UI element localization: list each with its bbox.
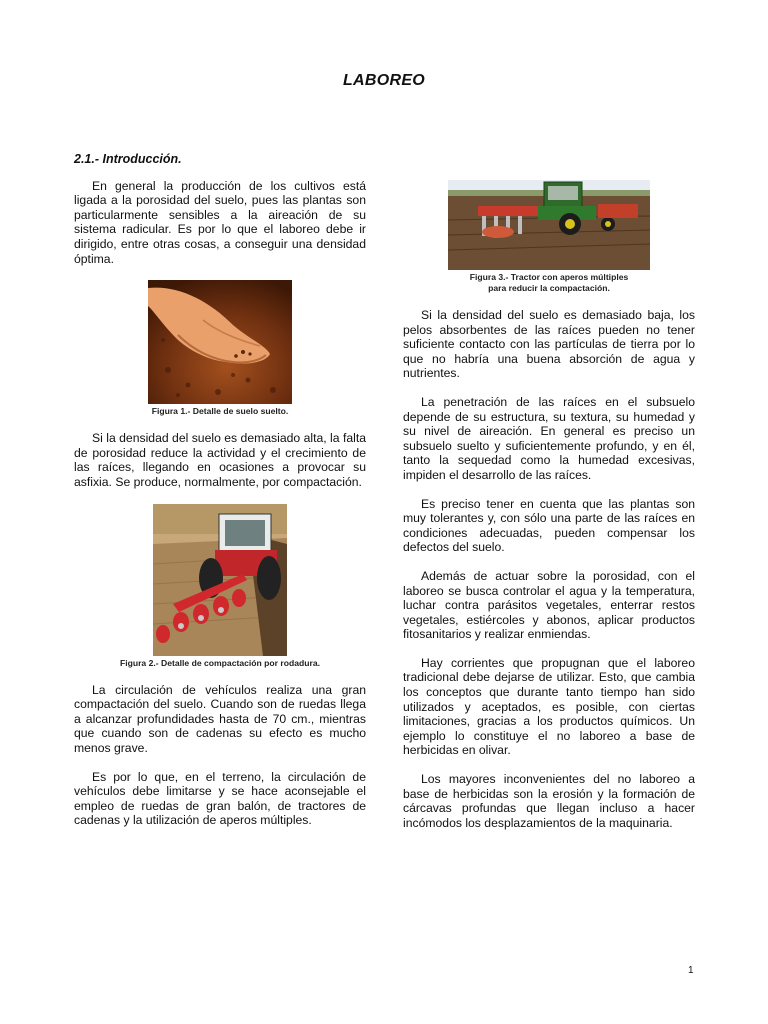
figure-2: [74, 504, 366, 669]
tractor-multiple-implements-photo: [448, 180, 650, 270]
paragraph: Si la densidad del suelo es demasiado alta, la falta de porosidad reduce la actividad y el crecimiento de las raíces, llegando en ocasiones a provocar su asfixia. Se produce, normalmente, por compactación.: [74, 431, 366, 489]
figure-3-caption-line: Figura 3.- Tractor con aperos múltiples: [469, 272, 629, 282]
paragraph: Es por lo que, en el terreno, la circulación de vehículos debe limitarse y se hace aconsejable el empleo de ruedas de gran balón, de tractores de cadenas y la utilización de aperos múltiples.: [74, 769, 366, 828]
paragraph: Hay corrientes que propugnan que el laboreo tradicional debe dejarse de utilizar. Esto, que cambia los conceptos que durante tanto tiempo han sido utilizados y aceptados, es posible, con ciertas limitaciones, gracias a los productos químicos. Un ejemplo lo constituye el no laboreo a base de herbicidas en olivar.: [403, 655, 695, 758]
figure-3-caption-line: para reducir la compactación.: [488, 283, 610, 293]
paragraph: Es preciso tener en cuenta que las plantas son muy tolerantes y, con sólo una parte de las raíces en condiciones adecuadas, pueden compensar los defectos del suelo.: [403, 496, 695, 555]
figure-3: [403, 180, 695, 294]
right-column: [403, 180, 695, 844]
paragraph: La circulación de vehículos realiza una gran compactación del suelo. Cuando son de ruedas llega a alcanzar profundidades hasta de 70 cm., mientras que cuando son de cadenas su efecto es mucho menos grave.: [74, 682, 366, 755]
figure-1: [74, 280, 366, 417]
soil-hand-photo: [148, 280, 292, 404]
paragraph: En general la producción de los cultivos está ligada a la porosidad del suelo, pues las plantas son particularmente sensibles a la aireación de su sistema radicular. Es por lo que el laboreo debe ir dirigido, entre otras cosas, a conseguir una densidad óptima.: [74, 178, 366, 266]
paragraph: Además de actuar sobre la porosidad, con el laboreo se busca controlar el agua y la temperatura, luchar contra parásitos vegetales, enterrar restos vegetales, estiércoles y abonos, aplicar productos fitosanitarios y realizar enmiendas.: [403, 568, 695, 642]
page-title: LABOREO: [342, 72, 426, 89]
paragraph: Si la densidad del suelo es demasiado baja, los pelos absorbentes de las raíces pueden no tener suficiente contacto con las partículas de tierra por lo que no habría una buena absorción de agua y nutrientes.: [403, 308, 695, 381]
paragraph: Los mayores inconvenientes del no laboreo a base de herbicidas son la erosión y la formación de cárcavas profundas que llegan incluso a hacer incómodos los desplazamientos de la maquinaria.: [403, 772, 695, 830]
section-heading: 2.1.- Introducción.: [74, 152, 182, 166]
figure-1-caption: Figura 1.- Detalle de suelo suelto.: [151, 406, 289, 417]
left-column: [74, 150, 366, 842]
tractor-plough-photo: [153, 504, 287, 656]
figure-2-caption: Figura 2.- Detalle de compactación por rodadura.: [119, 657, 321, 668]
paragraph: La penetración de las raíces en el subsuelo depende de su estructura, su textura, su humedad y su nivel de aireación. En general es preciso un subsuelo suelto y suficientemente profundo, y en él, tanto la sequedad como la humedad excesivas, impiden el desarrollo de las raíces.: [403, 394, 695, 482]
figure-3-caption: [403, 272, 695, 294]
page-number: 1: [688, 965, 694, 976]
